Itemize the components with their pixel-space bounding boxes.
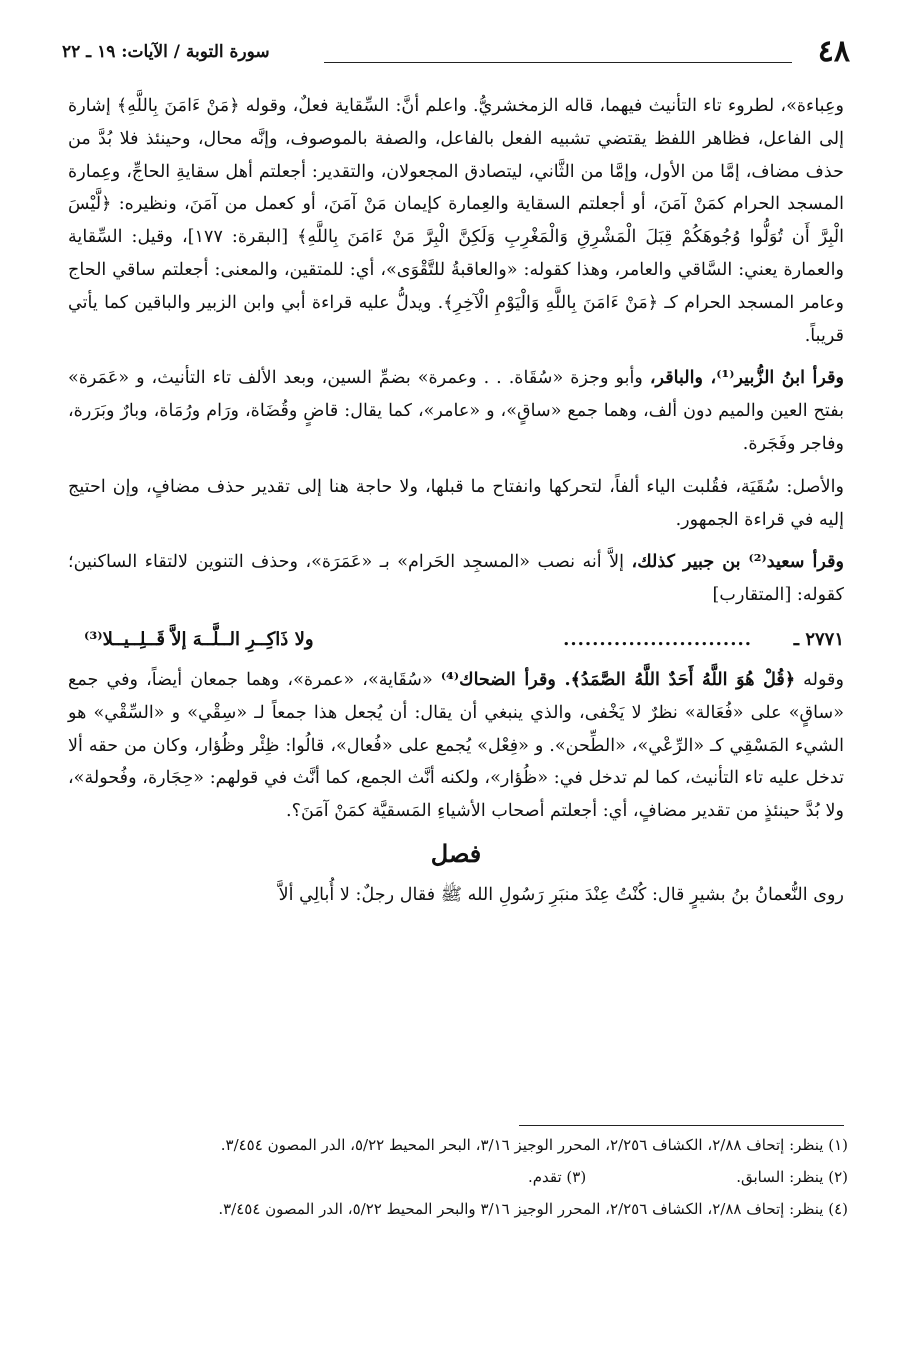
paragraph-6: روى النُّعمانُ بنُ بشيرٍ قال: كُنْتُ عِنْدَ منبَرِ رَسُولِ الله ﷺ فقال رجلٌ: لا أُبالِي ألاَّ: [278, 884, 844, 905]
paragraph-3: والأصل: سُقَيَة، فقُلبت الياء ألفاً، لتحركها وانفتاح ما قبلها، ولا حاجة هنا إلى تقدير حذف مضافٍ، وإن احتيج إليه في قراءة الجمهور.: [68, 476, 844, 530]
running-title: سورة التوبة / الآيات: ١٩ ـ ٢٢: [62, 42, 270, 62]
verse-number: ٢٧٧١ ـ: [793, 628, 844, 650]
paragraph-5: [68, 664, 844, 828]
poetry-verse: [68, 622, 844, 660]
paragraph-text: وأبو وجزة «سُقَاة. . . وعمرة» بضمِّ السين، وبعد الألف تاء التأنيث، و «عَمَرة» بفتح العين والميم دون ألف، وهما جمع «ساقٍ»، و «عامر»، كما يقال: قاضٍ وقُضَاة، ورَام ورُمَاة، وبارٌ وبَرَرة، وفاجر وفَجَرة.: [68, 368, 844, 454]
footnote-2: (٢) ينظر: السابق.: [736, 1168, 848, 1186]
main-text: [68, 90, 844, 922]
page-number: ٤٨: [817, 34, 850, 69]
page-header: [62, 34, 850, 78]
verse-dots: ..........................: [563, 628, 752, 650]
footnotes: [68, 1132, 848, 1228]
footnote-4: (٤) ينظر: إتحاف ٢/٨٨، الكشاف ٢/٢٥٦، المحرر الوجيز ٣/١٦ والبحر المحيط ٥/٢٢، الدر المصون ٣/٤٥٤.: [218, 1200, 848, 1218]
paragraph-4: [68, 546, 844, 612]
paragraph-2: [68, 362, 844, 460]
footnote-3: (٣) تقدم.: [527, 1168, 587, 1186]
header-rule: [324, 62, 792, 63]
paragraph-text: وقوله: [795, 669, 844, 690]
reader-name: وقرأ سعيد⁽²⁾ بن جبير كذلك،: [631, 551, 844, 573]
section-heading: فصل: [430, 838, 482, 868]
paragraph-1: وعِباءة»، لطروء تاء التأنيث فيهما، قاله الزمخشريُّ. واعلم أنَّ: السِّقاية فعلٌ، وقوله ﴿مَنْ ءَامَنَ بِاللَّهِ﴾ إشارة إلى الفاعل، فظاهر اللفظ يقتضي تشبيه الفعل بالفاعل، والصفة بالموصوف، وإنَّه محال، وحينئذ فلا بُدَّ من حذف مضاف، إمَّا من الأول، وإمَّا من الثَّاني، ليتصادق المجعولان، والتقدير: أجعلتم أهل سقايةِ الحاجِّ، وعِمارة المسجد الحرام كمَنْ آمَنَ، أو أجعلتم السقاية والعِمارة كإيمان مَنْ آمَنَ، أو كعمل من آمَنَ، ونظيره: ﴿لَّيْسَ الْبِرَّ أَن تُوَلُّوا وُجُوهَكُمْ قِبَلَ الْمَشْرِقِ وَالْمَغْرِبِ وَلَكِنَّ الْبِرَّ مَنْ ءَامَنَ بِاللَّهِ﴾ [البقرة: ١٧٧]، وقيل: السِّقاية والعمارة يعني: السَّاقي والعامر، وهذا كقوله: «والعاقبةُ للتَّقْوَى»، أي: للمتقين، والمعنى: أجعلتم ساقي الحاج وعامر المسجد الحرام كـ ﴿مَنْ ءَامَنَ بِاللَّهِ وَالْيَوْمِ الْآخِرِ﴾. ويدلُّ عليه قراءة أبي وابن الزبير والباقين كما يأتي قريباً.: [68, 96, 845, 346]
footnote-row: [68, 1164, 848, 1196]
verse-text: ولا ذَاكِــرِ الــلَّــهَ إلاَّ قَــلِــيــلا⁽³⁾: [84, 628, 314, 650]
quran-quote: ﴿قُلْ هُوَ اللَّهُ أَحَدٌ اللَّهُ الصَّمَدُ﴾. وقرأ الضحاك⁽⁴⁾: [440, 668, 796, 690]
paragraph-text: إلاَّ أنه نصب «المسجِد الحَرام» بـ «عَمَرَة»، وحذف التنوين لالتقاء الساكنين؛ كقوله: [المتقارب]: [68, 552, 844, 606]
paragraph-text: «سُقَاية»، «عمرة»، وهما جمعان أيضاً، وفي جمع «ساقٍ» على «فُعَالة» نظرٌ لا يَخْفى، والذي ينبغي أن يقال: أن يُجعل هذا جمعاً لـ «سِقْي» و «السِّقْي» هو الشيء المَسْقِي كـ «الرِّعْي»، «الطِّحن». و «فِعْل» يُجمع على «فُعال»، قالُوا: ظِئْر وظُؤار، وكان من حقه ألا تدخل عليه تاء التأنيث، كما لم تدخل في: «ظُؤار»، ولكنه أنَّث الجمع، كما أنَّث في قولهم: «حِجَارة، وفُحولة»، ولا بُدَّ حينئذٍ من تقدير مضافٍ، أي: أجعلتم أصحاب الأشياءِ المَسقيَّة كمَنْ آمَنَ؟.: [68, 669, 844, 822]
footnote-1: (١) ينظر: إتحاف ٢/٨٨، الكشاف ٢/٢٥٦، المحرر الوجيز ٣/١٦، البحر المحيط ٥/٢٢، الدر المصون ٣/٤٥٤.: [220, 1136, 848, 1154]
reader-name: وقرأ ابنُ الزُّبير⁽¹⁾، والباقر،: [649, 367, 844, 389]
footnote-rule: [519, 1125, 844, 1126]
